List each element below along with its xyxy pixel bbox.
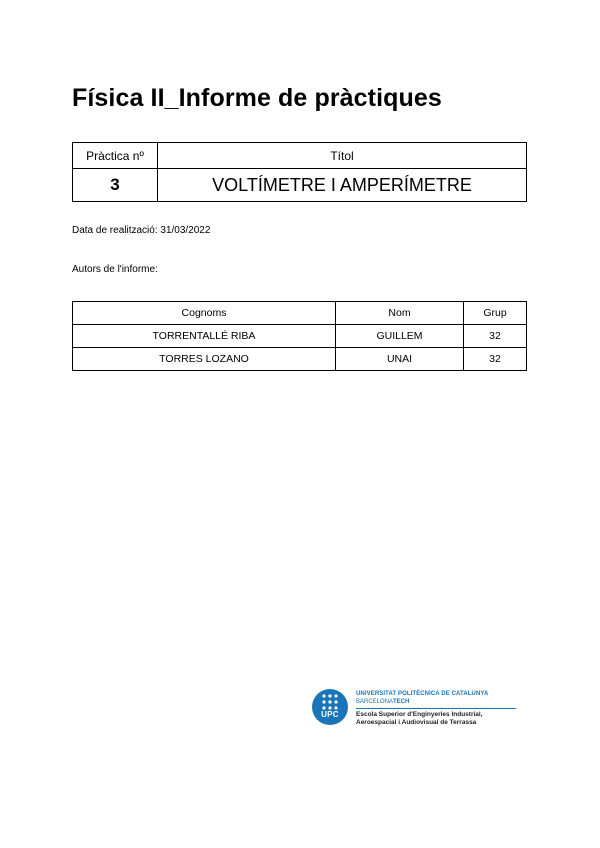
author-name: UNAI [336, 348, 464, 371]
practice-title: VOLTÍMETRE I AMPERÍMETRE [158, 169, 527, 202]
author-name: GUILLEM [336, 325, 464, 348]
practice-table-header-row [73, 143, 527, 169]
table-row [73, 325, 527, 348]
logo-divider [356, 708, 516, 709]
author-surname: TORRENTALLÉ RIBA [73, 325, 336, 348]
practice-table [72, 142, 527, 202]
logo-text [356, 690, 527, 727]
column-header-nom: Nom [336, 302, 464, 325]
practice-number: 3 [73, 169, 158, 202]
practice-table-value-row [73, 169, 527, 202]
upc-mark-text: UPC [321, 710, 339, 719]
upc-logo-mark [312, 689, 348, 725]
column-header-cognoms: Cognoms [73, 302, 336, 325]
page-title: Física II_Informe de pràctiques [72, 84, 442, 112]
author-surname: TORRES LOZANO [73, 348, 336, 371]
school-name-line2: Aeroespacial i Audiovisual de Terrassa [356, 719, 477, 726]
school-name-line1: Escola Superior d'Enginyeries Industrial, [356, 711, 483, 718]
table-row [73, 348, 527, 371]
author-group: 32 [464, 348, 527, 371]
date-line: Data de realització: 31/03/2022 [72, 225, 211, 236]
authors-table-header-row [73, 302, 527, 325]
university-name: UNIVERSITAT POLITÈCNICA DE CATALUNYA [356, 691, 489, 697]
upc-logo [312, 686, 527, 732]
author-group: 32 [464, 325, 527, 348]
authors-table [72, 301, 527, 371]
tech-text: TECH [393, 699, 410, 705]
authors-label: Autors de l'informe: [72, 264, 158, 275]
practice-number-header: Pràctica nº [73, 143, 158, 169]
column-header-grup: Grup [464, 302, 527, 325]
upc-dots-icon [321, 693, 339, 711]
barcelonatech [356, 698, 527, 706]
barcelona-text: BARCELONA [356, 699, 394, 705]
practice-title-header: Títol [158, 143, 527, 169]
